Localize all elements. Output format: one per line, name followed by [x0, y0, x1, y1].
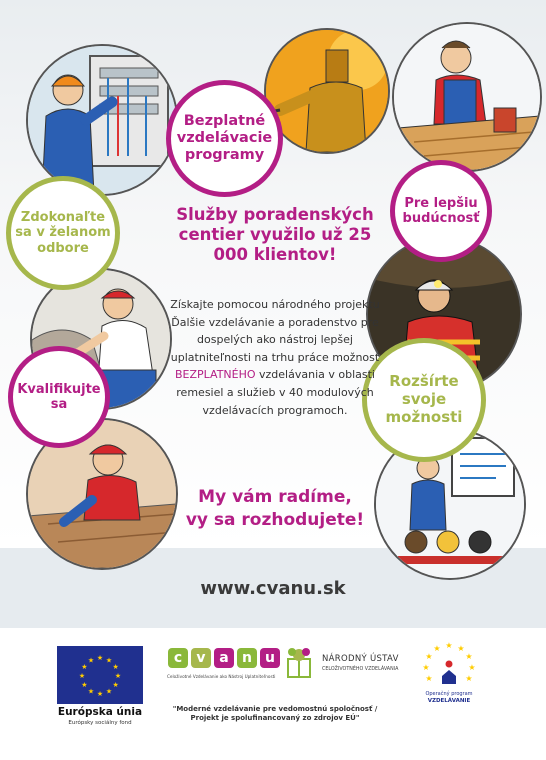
bubble-expand-text: Rozšírte svoje možnosti	[385, 372, 463, 426]
op-label-line-1: Operačný program	[425, 691, 473, 697]
slogan	[150, 486, 400, 532]
body-text	[170, 296, 380, 419]
slogan-line-1: My vám radíme,	[198, 487, 352, 507]
cvanu-letter-v: v	[191, 648, 211, 668]
carpenter-illustration	[392, 22, 542, 172]
cvanu-tagline: Celoživotné Vzdelávanie ako Nástroj Uplatniteľnosti	[167, 674, 276, 679]
body-text-start: Získajte pomocou národného projektu Ďalšie vzdelávanie a poradenstvo pre dospelých ako nástroj lepšej uplatniteľnosti na trhu práce možnosť	[170, 298, 380, 364]
svg-text:★: ★	[105, 687, 113, 696]
body-text-highlight: BEZPLATNÉHO	[174, 368, 256, 382]
svg-text:★: ★	[96, 654, 104, 662]
eu-fund: Európsky sociálny fond	[68, 720, 132, 726]
bubble-expand	[362, 338, 486, 462]
bubble-qualify	[8, 346, 110, 448]
bubble-free-programs	[166, 80, 283, 197]
eu-name: Európska únia	[57, 706, 143, 718]
svg-text:★: ★	[87, 687, 95, 696]
svg-text:★: ★	[96, 690, 104, 698]
svg-text:★: ★	[114, 672, 122, 680]
svg-text:★: ★	[112, 681, 119, 689]
svg-text:★: ★	[468, 663, 476, 672]
svg-text:★: ★	[425, 652, 433, 661]
cvanu-letter-c: c	[168, 648, 188, 668]
svg-text:★: ★	[465, 674, 473, 683]
nuczv-subtitle: CELOŽIVOTNÉHO VZDELÁVANIA	[322, 667, 399, 672]
bubble-free-programs-text: Bezplatné vzdelávacie programy	[176, 112, 273, 164]
electrician-illustration	[26, 44, 178, 196]
svg-text:★: ★	[457, 644, 465, 653]
nuczv-name: NÁRODNÝ ÚSTAV	[322, 654, 399, 664]
op-label	[410, 692, 488, 704]
eu-flag-logo	[57, 646, 143, 704]
op-label-line-2: VZDELÁVANIE	[427, 697, 471, 704]
bubble-qualify-text: Kvalifikujte sa	[17, 381, 101, 412]
quote-line-1: "Moderné vzdelávanie pre vedomostnú spoločnosť /	[172, 705, 378, 713]
bubble-better-future	[390, 160, 492, 262]
svg-text:★: ★	[465, 652, 473, 661]
svg-text:★: ★	[112, 663, 119, 671]
svg-text:★: ★	[422, 663, 430, 672]
headline: Služby poradenských centier využilo už 25 000 klientov!	[176, 205, 374, 265]
svg-text:★: ★	[81, 663, 88, 671]
cvanu-logo	[168, 648, 280, 668]
cvanu-letter-n: n	[237, 648, 257, 668]
bubble-improve	[6, 176, 120, 290]
svg-text:★: ★	[81, 681, 88, 689]
svg-text:★: ★	[445, 641, 453, 650]
quote-line-2: Projekt je spolufinancovaný zo zdrojov EÚ"	[190, 714, 360, 723]
svg-text:★: ★	[78, 672, 86, 680]
website-link[interactable]: www.cvanu.sk	[200, 578, 346, 599]
cvanu-letter-u: u	[260, 648, 280, 668]
svg-text:★: ★	[425, 674, 433, 683]
bubble-improve-text: Zdokonaľte sa v želanom odbore	[15, 210, 111, 256]
nuczv-tree-icon	[284, 645, 314, 679]
slogan-line-2: vy sa rozhodujete!	[185, 509, 365, 530]
svg-text:★: ★	[105, 656, 113, 665]
body-text-end: vzdelávania v oblasti remesiel a služieb v 40 modulových vzdelávacích programoch.	[176, 368, 375, 417]
bubble-better-future-text: Pre lepšiu budúcnosť	[402, 195, 480, 226]
cofinancing-quote	[150, 705, 400, 724]
cvanu-letter-a: a	[214, 648, 234, 668]
svg-text:★: ★	[87, 656, 95, 665]
svg-text:★: ★	[433, 644, 441, 653]
